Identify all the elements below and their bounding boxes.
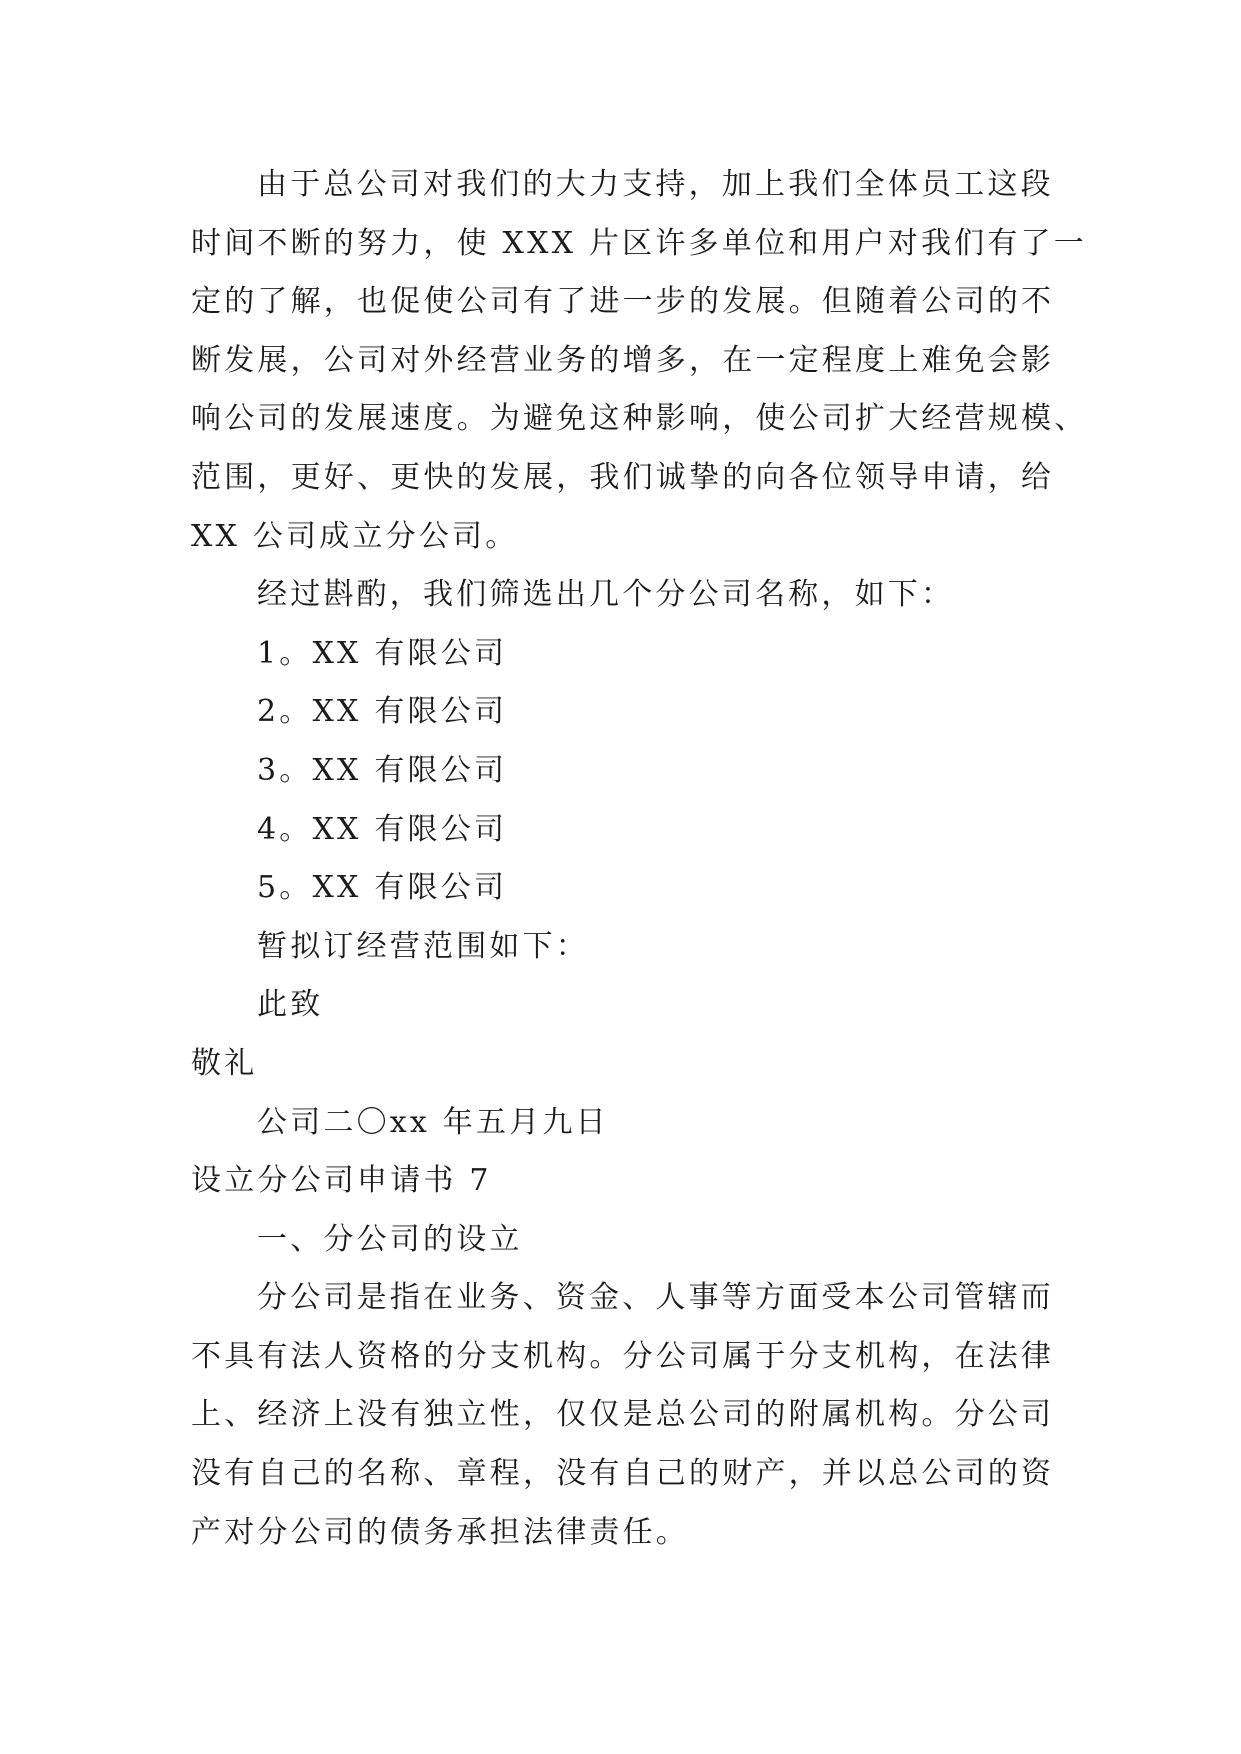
paragraph-line: 没有自己的名称、章程，没有自己的财产，并以总公司的资 <box>191 1456 1055 1492</box>
paragraph-line: XX 公司成立分公司。 <box>191 518 519 554</box>
list-item-proposed-name: 2。XX 有限公司 <box>257 694 508 730</box>
salutation-text: 敬礼 <box>191 1045 258 1081</box>
paragraph-line: 定的了解，也促使公司有了进一步的发展。但随着公司的不 <box>191 284 1055 320</box>
document-title: 设立分公司申请书 7 <box>191 1163 492 1199</box>
list-item-proposed-name: 5。XX 有限公司 <box>257 870 508 906</box>
list-item-proposed-name: 3。XX 有限公司 <box>257 752 508 788</box>
section-heading: 一、分公司的设立 <box>257 1221 523 1257</box>
paragraph-line: 断发展，公司对外经营业务的增多，在一定程度上难免会影 <box>191 342 1055 378</box>
list-item-proposed-name: 1。XX 有限公司 <box>257 635 508 671</box>
paragraph-line: 由于总公司对我们的大力支持，加上我们全体员工这段 <box>257 167 1054 202</box>
business-scope-label: 暂拟订经营范围如下： <box>257 928 589 964</box>
list-item-proposed-name: 4。XX 有限公司 <box>257 811 508 847</box>
names-intro: 经过斟酌，我们筛选出几个分公司名称，如下： <box>257 577 955 613</box>
paragraph-line: 响公司的发展速度。为避免这种影响，使公司扩大经营规模、 <box>191 401 1088 437</box>
paragraph-line: 范围，更好、更快的发展，我们诚挚的向各位领导申请，给 <box>191 459 1055 495</box>
document-body <box>191 156 1091 1562</box>
proposed-names-list <box>191 625 1091 918</box>
paragraph-line: 上、经济上没有独立性，仅仅是总公司的附属机构。分公司 <box>191 1397 1055 1433</box>
paragraph-line: 时间不断的努力，使 XXX 片区许多单位和用户对我们有了一 <box>191 225 1087 261</box>
signature-date: 公司二〇xx 年五月九日 <box>257 1104 609 1140</box>
intro-paragraph <box>191 156 1091 566</box>
definition-paragraph <box>191 1269 1091 1562</box>
closing-text: 此致 <box>257 987 324 1023</box>
paragraph-line: 产对分公司的债务承担法律责任。 <box>191 1514 689 1550</box>
paragraph-line: 不具有法人资格的分支机构。分公司属于分支机构，在法律 <box>191 1338 1055 1374</box>
paragraph-line: 分公司是指在业务、资金、人事等方面受本公司管辖而 <box>257 1280 1054 1316</box>
